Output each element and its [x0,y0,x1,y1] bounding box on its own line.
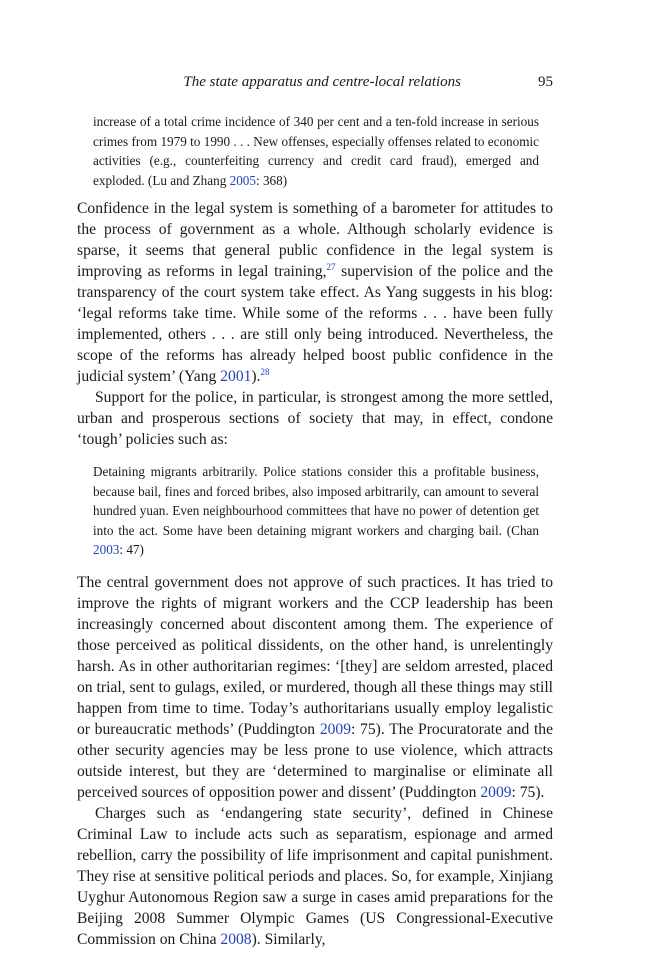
paragraph-text: Charges such as ‘endangering state security’, defined in Chinese Criminal Law to include acts such as separatism, espionage and armed rebellion, carry the possibility of life imprisonment and capital punishment. They rise at sensitive political periods and places. So, for example, Xinjiang Uyghur Autonomous Region saw a surge in cases amid preparations for the Beijing 2008 Summer Olympic Games (US Congressional-Executive Commission on China [77,804,553,948]
paragraph-text: ). [251,368,261,385]
block-quote-migrants [93,462,539,560]
quote-tail: : 368) [255,172,288,188]
page-number: 95 [538,74,553,90]
running-title: The state apparatus and centre-local relations [183,74,461,90]
footnote-ref-27[interactable]: 27 [326,261,336,272]
citation-link[interactable]: 2003 [93,542,120,557]
running-header [77,74,553,98]
quote-text: increase of a total crime incidence of 340 per cent and a ten-fold increase in serious crimes from 1979 to 1990 . . . New offenses, especially offenses related to economic activities (e.g., counterfeiting currency and credit card fraud), emerged and exploded. (Lu and Zhang [93,114,539,188]
paragraph-text: supervision of the police and the transparency of the court system take effect. As Yang suggests in his blog: ‘legal reforms take time. While some of the reforms . . . have been fully implemented, others . . . are still only being introduced. Nevertheless, the scope of the reforms has already helped boost public confidence in the judicial system’ (Yang [77,263,553,385]
citation-link[interactable]: 2009 [480,783,512,801]
citation-link[interactable]: 2001 [220,368,252,385]
quote-text: Detaining migrants arbitrarily. Police stations consider this a profitable business, because bail, fines and forced bribes, also imposed arbitrarily, can amount to several hundred yuan. Even neighbourhood committees that have no power of detention get into the act. Some have been detaining migrant workers and charging bail. (Chan [93,464,539,538]
citation-link[interactable]: 2005 [229,172,256,188]
book-page [77,74,553,950]
footnote-ref-28[interactable]: 28 [260,366,270,377]
paragraph-legal-confidence [77,198,553,387]
paragraph-police-support: Support for the police, in particular, is strongest among the more settled, urban and prosperous sections of society that may, in effect, condone ‘tough’ policies such as: [77,389,553,448]
paragraph-text: Confidence in the legal system is something of a barometer for attitudes to the process of government as a whole. Although scholarly evidence is sparse, it seems that general public confidence in the legal system is improving as reforms in legal training, [77,200,553,280]
citation-link[interactable]: 2009 [319,720,351,738]
quote-tail: : 47) [119,542,144,557]
paragraph-text: : 75). [511,783,545,801]
paragraph-central-government [77,572,553,803]
citation-link[interactable]: 2008 [220,930,252,948]
block-quote-crime-statistics [93,112,539,190]
paragraph-text: The central government does not approve of such practices. It has tried to improve the rights of migrant workers and the CCP leadership has been increasingly concerned about discontent among them. The experience of those perceived as political dissidents, on the other hand, is unrelentingly harsh. As in other authoritarian regimes: ‘[they] are seldom arrested, placed on trial, sent to gulags, exiled, or murdered, though all these things may still happen from time to time. Today’s authoritarians usually employ legalistic or bureaucratic methods’ (Puddington [77,573,553,738]
paragraph-text: ). Similarly, [251,930,326,948]
paragraph-text: : 75). The Procuratorate and the other security agencies may be less prone to use violence, which attracts outside interest, but they are ‘determined to marginalise or eliminate all perceived sources of opposition power and dissent’ (Puddington [77,720,554,801]
paragraph-state-security [77,803,553,950]
